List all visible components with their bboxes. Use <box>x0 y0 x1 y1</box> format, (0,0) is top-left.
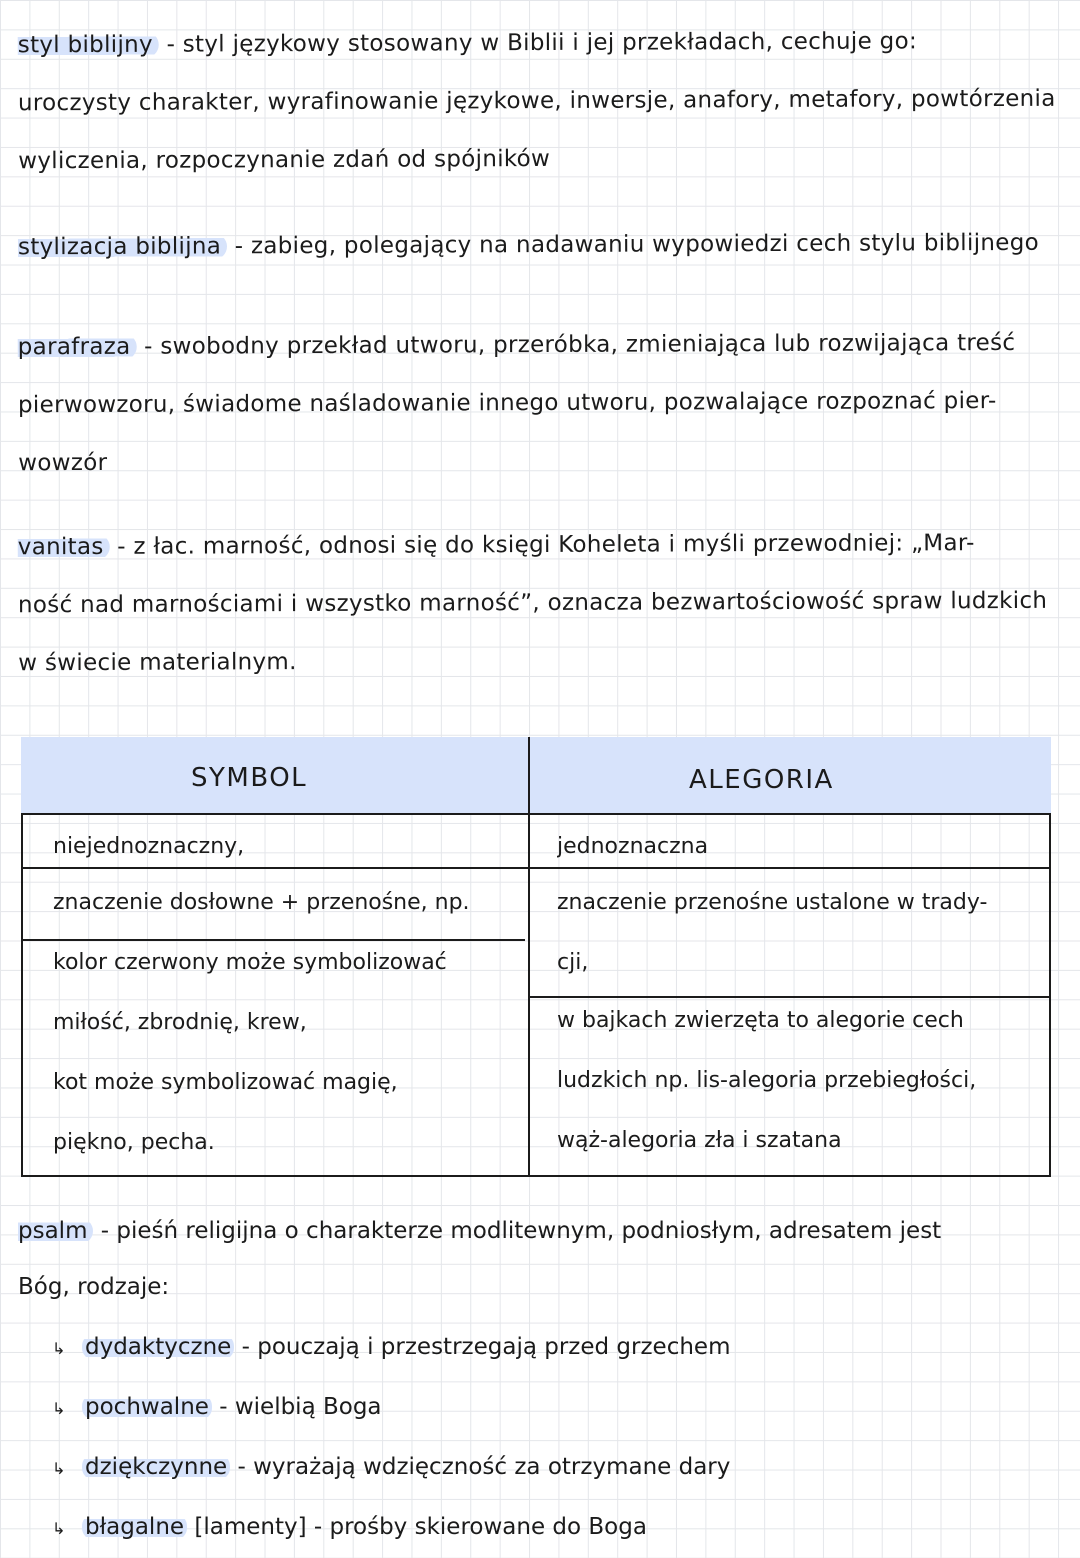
definition-text: - swobodny przekład utworu, przeróbka, zmieniająca lub rozwijająca treść <box>136 329 1016 360</box>
definition-line <box>18 214 1068 277</box>
symbol-allegory-table <box>21 737 1051 1177</box>
psalm-type-name: dziękczynne <box>82 1454 230 1480</box>
hook-arrow-icon: ↳ <box>52 1399 66 1418</box>
definition-line: wowzór <box>18 449 108 477</box>
definition-text: - zabieg, polegający na nadawaniu wypowiedzi cech stylu biblijnego <box>227 229 1040 260</box>
definition-styl-biblijny <box>18 12 1069 191</box>
definition-line <box>18 1203 1068 1259</box>
psalm-types-list <box>52 1318 1052 1558</box>
definition-term: parafraza <box>18 334 137 361</box>
table-header-row <box>21 737 1051 815</box>
psalm-type-name: dydaktyczne <box>82 1334 234 1360</box>
list-item <box>52 1318 1052 1378</box>
definition-line: Bóg, rodzaje: <box>18 1274 170 1300</box>
table-header-allegory: ALEGORIA <box>689 765 834 795</box>
table-cell-allegory <box>557 817 708 877</box>
hook-arrow-icon: ↳ <box>52 1459 66 1478</box>
psalm-type-desc: - pouczają i przestrzegają przed grzechem <box>234 1334 731 1360</box>
definition-vanitas <box>18 514 1069 693</box>
cell-line: cji, <box>557 950 589 975</box>
definition-line: ność nad marnościami i wszystko marność”, oznacza bezwartościowość spraw ludzkich <box>17 587 1048 619</box>
psalm-type-name: pochwalne <box>82 1394 212 1420</box>
hook-arrow-icon: ↳ <box>52 1339 66 1358</box>
psalm-type-name: błagalne <box>82 1514 187 1540</box>
cell-line: ludzkich np. lis-alegoria przebiegłości, <box>557 1068 977 1093</box>
definition-line: wyliczenia, rozpoczynanie zdań od spójników <box>18 145 551 175</box>
cell-line: jednoznaczna <box>557 834 709 859</box>
table-header-symbol: SYMBOL <box>191 763 308 793</box>
table-cell-symbol <box>53 817 244 877</box>
cell-line: kolor czerwony może symbolizować <box>53 950 447 975</box>
definition-line: w świecie materialnym. <box>18 649 297 677</box>
cell-line: znaczenie przenośne ustalone w trady- <box>557 890 988 915</box>
definition-line: pierwowzoru, świadome naśladowanie innego utworu, pozwalające rozpoznać pier- <box>17 388 997 419</box>
psalm-type-desc: [lamenty] - prośby skierowane do Boga <box>187 1514 647 1540</box>
cell-line: kot może symbolizować magię, <box>53 1070 398 1095</box>
list-item <box>52 1378 1052 1438</box>
definition-text: - styl językowy stosowany w Biblii i jej przekładach, cechuje go: <box>158 28 918 58</box>
list-item <box>52 1498 1052 1558</box>
definition-psalm <box>18 1203 1068 1315</box>
table-cell-allegory <box>557 873 987 993</box>
definition-line <box>18 314 1068 377</box>
table-cell-symbol <box>53 873 470 933</box>
definition-term: stylizacja biblijna <box>18 233 227 260</box>
cell-line: piękno, pecha. <box>53 1130 215 1155</box>
psalm-type-desc: - wielbią Boga <box>211 1394 382 1420</box>
definition-line <box>18 12 1068 75</box>
psalm-type-desc: - wyrażają wdzięczność za otrzymane dary <box>230 1454 731 1480</box>
list-item <box>52 1438 1052 1498</box>
definition-term: vanitas <box>18 534 110 560</box>
hook-arrow-icon: ↳ <box>52 1519 66 1538</box>
table-cell-allegory <box>557 991 976 1171</box>
cell-line: miłość, zbrodnię, krew, <box>53 1010 307 1035</box>
table-cell-symbol <box>53 933 447 1173</box>
definition-text: - z łac. marność, odnosi się do księgi Koheleta i myśli przewodniej: „Mar- <box>109 530 975 560</box>
definition-term: styl biblijny <box>18 32 159 59</box>
cell-line: znaczenie dosłowne + przenośne, np. <box>53 890 470 915</box>
table-column-divider <box>528 737 530 1177</box>
cell-line: niejednoznaczny, <box>53 834 245 859</box>
definition-stylizacja-biblijna <box>18 214 1068 277</box>
definition-line: uroczysty charakter, wyrafinowanie językowe, inwersje, anafory, metafory, powtórzenia <box>17 85 1056 117</box>
definition-text: - pieśń religijna o charakterze modlitewnym, podniosłym, adresatem jest <box>93 1218 942 1244</box>
definition-line <box>18 514 1068 577</box>
cell-line: wąż-alegoria zła i szatana <box>557 1128 842 1153</box>
cell-line: w bajkach zwierzęta to alegorie cech <box>557 1008 964 1033</box>
definition-term: psalm <box>18 1218 93 1244</box>
definition-parafraza <box>18 314 1069 493</box>
